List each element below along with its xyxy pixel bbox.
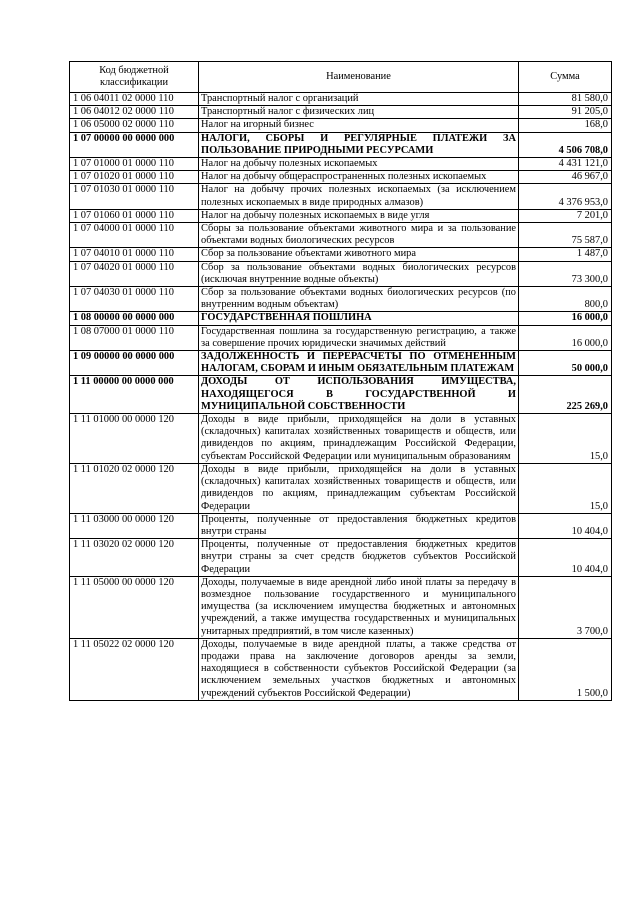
table-row xyxy=(70,351,612,376)
row-name: Сбор за пользование объектами водных биологических ресурсов (по внутренним водным объектам) xyxy=(199,287,519,312)
row-sum: 46 967,0 xyxy=(519,171,612,184)
row-code: 1 11 05022 02 0000 120 xyxy=(70,638,199,700)
row-sum: 168,0 xyxy=(519,119,612,132)
row-code: 1 11 00000 00 0000 000 xyxy=(70,376,199,414)
row-name: Налог на игорный бизнес xyxy=(199,119,519,132)
row-code: 1 11 01000 00 0000 120 xyxy=(70,414,199,464)
table-row xyxy=(70,287,612,312)
table-row xyxy=(70,158,612,171)
table-row xyxy=(70,209,612,222)
header-sum: Сумма xyxy=(519,62,612,93)
row-code: 1 07 01060 01 0000 110 xyxy=(70,209,199,222)
table-body xyxy=(70,93,612,701)
row-name: Доходы в виде прибыли, приходящейся на доли в уставных (складочных) капиталах хозяйственных товариществ и обществ, или дивидендов по акциям, принадлежащим Российской Федерации, субъектам Российской Федерации или муниципальным образованиям xyxy=(199,414,519,464)
row-code: 1 11 05000 00 0000 120 xyxy=(70,576,199,638)
row-code: 1 06 05000 02 0000 110 xyxy=(70,119,199,132)
row-name: Проценты, полученные от предоставления бюджетных кредитов внутри страны xyxy=(199,513,519,538)
row-code: 1 07 04030 01 0000 110 xyxy=(70,287,199,312)
row-name: Транспортный налог с организаций xyxy=(199,93,519,106)
row-sum: 3 700,0 xyxy=(519,576,612,638)
row-sum: 4 376 953,0 xyxy=(519,184,612,209)
row-name: Транспортный налог с физических лиц xyxy=(199,106,519,119)
table-row xyxy=(70,93,612,106)
row-code: 1 06 04011 02 0000 110 xyxy=(70,93,199,106)
row-sum: 4 431 121,0 xyxy=(519,158,612,171)
row-name: Налог на добычу полезных ископаемых в виде угля xyxy=(199,209,519,222)
row-name: Сбор за пользование объектами животного мира xyxy=(199,248,519,261)
row-code: 1 11 03000 00 0000 120 xyxy=(70,513,199,538)
table-row xyxy=(70,513,612,538)
row-sum: 7 201,0 xyxy=(519,209,612,222)
row-sum: 81 580,0 xyxy=(519,93,612,106)
row-code: 1 07 01020 01 0000 110 xyxy=(70,171,199,184)
row-sum: 225 269,0 xyxy=(519,376,612,414)
row-sum: 16 000,0 xyxy=(519,325,612,350)
table-row xyxy=(70,414,612,464)
table-row xyxy=(70,106,612,119)
row-code: 1 07 04010 01 0000 110 xyxy=(70,248,199,261)
row-name: Проценты, полученные от предоставления бюджетных кредитов внутри страны за счет средств бюджетов субъектов Российской Федерации xyxy=(199,539,519,577)
row-sum: 1 487,0 xyxy=(519,248,612,261)
row-code: 1 09 00000 00 0000 000 xyxy=(70,351,199,376)
row-name: Доходы, получаемые в виде арендной либо иной платы за передачу в возмездное пользование государственного и муниципального имущества (за исключением имущества бюджетных и автономных учреждений, а также имущества государственных и муниципальных унитарных предприятий, в том числе казенных) xyxy=(199,576,519,638)
table-row xyxy=(70,184,612,209)
row-code: 1 08 07000 01 0000 110 xyxy=(70,325,199,350)
row-name: ДОХОДЫ ОТ ИСПОЛЬЗОВАНИЯ ИМУЩЕСТВА, НАХОДЯЩЕГОСЯ В ГОСУДАРСТВЕННОЙ И МУНИЦИПАЛЬНОЙ СОБСТВЕННОСТИ xyxy=(199,376,519,414)
header-name: Наименование xyxy=(199,62,519,93)
table-row xyxy=(70,539,612,577)
row-name: Сборы за пользование объектами животного мира и за пользование объектами водных биологических ресурсов xyxy=(199,223,519,248)
row-sum: 10 404,0 xyxy=(519,539,612,577)
row-sum: 15,0 xyxy=(519,463,612,513)
row-name: ЗАДОЛЖЕННОСТЬ И ПЕРЕРАСЧЕТЫ ПО ОТМЕНЕННЫМ НАЛОГАМ, СБОРАМ И ИНЫМ ОБЯЗАТЕЛЬНЫМ ПЛАТЕЖАМ xyxy=(199,351,519,376)
row-code: 1 07 00000 00 0000 000 xyxy=(70,132,199,157)
row-code: 1 11 01020 02 0000 120 xyxy=(70,463,199,513)
table-row xyxy=(70,638,612,700)
row-name: НАЛОГИ, СБОРЫ И РЕГУЛЯРНЫЕ ПЛАТЕЖИ ЗА ПОЛЬЗОВАНИЕ ПРИРОДНЫМИ РЕСУРСАМИ xyxy=(199,132,519,157)
row-code: 1 07 04000 01 0000 110 xyxy=(70,223,199,248)
budget-table-page xyxy=(69,61,611,701)
row-sum: 50 000,0 xyxy=(519,351,612,376)
table-row xyxy=(70,261,612,286)
table-row xyxy=(70,171,612,184)
row-sum: 1 500,0 xyxy=(519,638,612,700)
row-sum: 10 404,0 xyxy=(519,513,612,538)
row-name: Налог на добычу полезных ископаемых xyxy=(199,158,519,171)
table-row xyxy=(70,248,612,261)
table-row xyxy=(70,325,612,350)
table-row xyxy=(70,312,612,325)
row-sum: 75 587,0 xyxy=(519,223,612,248)
table-row xyxy=(70,576,612,638)
row-name: ГОСУДАРСТВЕННАЯ ПОШЛИНА xyxy=(199,312,519,325)
row-sum: 15,0 xyxy=(519,414,612,464)
row-code: 1 07 01030 01 0000 110 xyxy=(70,184,199,209)
table-row xyxy=(70,463,612,513)
row-code: 1 11 03020 02 0000 120 xyxy=(70,539,199,577)
row-code: 1 07 04020 01 0000 110 xyxy=(70,261,199,286)
row-name: Доходы в виде прибыли, приходящейся на доли в уставных (складочных) капиталах хозяйственных товариществ и обществ, или дивидендов по акциям, принадлежащим субъектам Российской Федерации xyxy=(199,463,519,513)
row-name: Налог на добычу прочих полезных ископаемых (за исключением полезных ископаемых в виде природных алмазов) xyxy=(199,184,519,209)
budget-revenue-table xyxy=(69,61,612,701)
table-row xyxy=(70,132,612,157)
table-row xyxy=(70,376,612,414)
table-header-row xyxy=(70,62,612,93)
row-sum: 16 000,0 xyxy=(519,312,612,325)
row-code: 1 08 00000 00 0000 000 xyxy=(70,312,199,325)
row-name: Налог на добычу общераспространенных полезных ископаемых xyxy=(199,171,519,184)
row-sum: 73 300,0 xyxy=(519,261,612,286)
row-name: Сбор за пользование объектами водных биологических ресурсов (исключая внутренние водные объекты) xyxy=(199,261,519,286)
row-name: Доходы, получаемые в виде арендной платы, а также средства от продажи права на заключение договоров аренды за земли, находящиеся в собственности субъектов Российской Федерации (за исключением земельных участков бюджетных и автономных учреждений субъектов Российской Федерации) xyxy=(199,638,519,700)
row-name: Государственная пошлина за государственную регистрацию, а также за совершение прочих юридически значимых действий xyxy=(199,325,519,350)
table-row xyxy=(70,119,612,132)
row-sum: 800,0 xyxy=(519,287,612,312)
table-row xyxy=(70,223,612,248)
header-code: Код бюджетной классификации xyxy=(70,62,199,93)
row-sum: 91 205,0 xyxy=(519,106,612,119)
row-code: 1 07 01000 01 0000 110 xyxy=(70,158,199,171)
row-sum: 4 506 708,0 xyxy=(519,132,612,157)
row-code: 1 06 04012 02 0000 110 xyxy=(70,106,199,119)
